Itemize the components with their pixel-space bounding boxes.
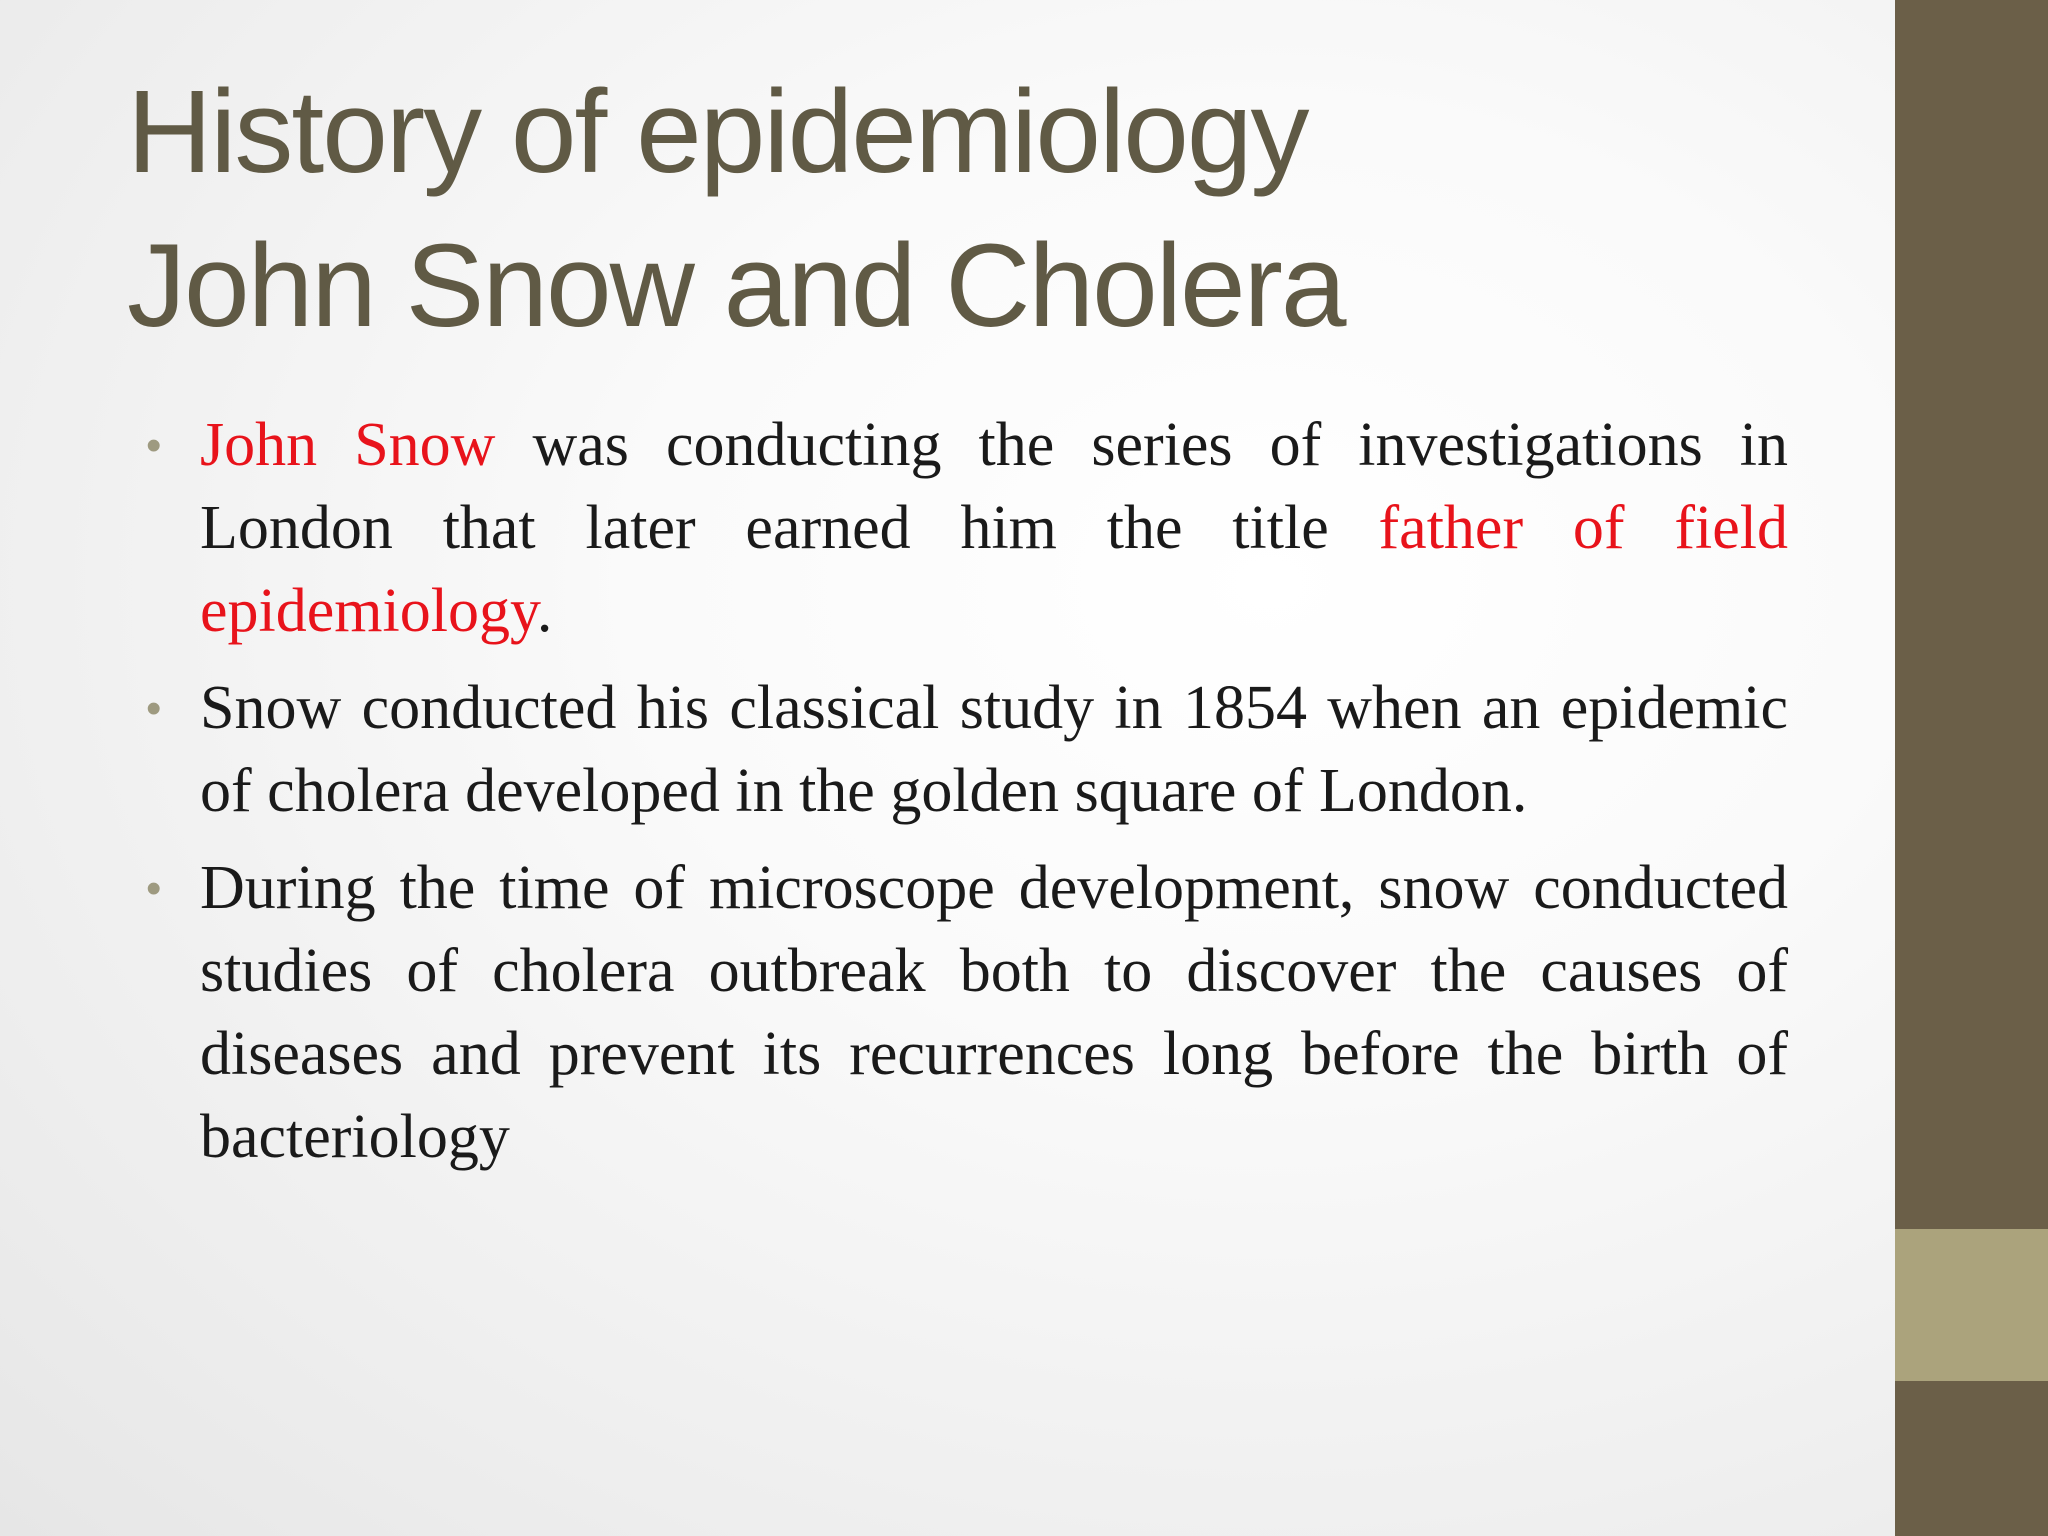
bullet-item: [146, 404, 1788, 653]
title-line-1: History of epidemiology: [127, 66, 1308, 198]
bullet-dot-icon: •: [146, 684, 162, 733]
bullet-text: During the time of microscope development, snow conducted studies of cholera outbreak both to discover the causes of diseases and prevent its recurrences long before the birth of bacteriology: [200, 854, 1788, 1171]
slide-title: [127, 55, 1827, 363]
bullet-list: [146, 404, 1788, 1193]
title-line-2: John Snow and Cholera: [127, 220, 1345, 352]
bullet-dot-icon: •: [146, 421, 162, 470]
highlight-john-snow: John Snow: [200, 411, 496, 479]
bullet-text-end: .: [536, 577, 553, 645]
bullet-text: Snow conducted his classical study in 1854 when an epidemic of cholera developed in the golden square of London.: [200, 674, 1788, 825]
bullet-item: [146, 847, 1788, 1179]
bullet-item: [146, 667, 1788, 833]
bullet-dot-icon: •: [146, 864, 162, 913]
highlight-father-of-field-epidemiology: father of field epidemiology: [200, 494, 1788, 645]
side-bar-accent: [1895, 1229, 2048, 1381]
bullet-text: was conducting the series of investigations in London that later earned him the title: [200, 411, 1788, 562]
